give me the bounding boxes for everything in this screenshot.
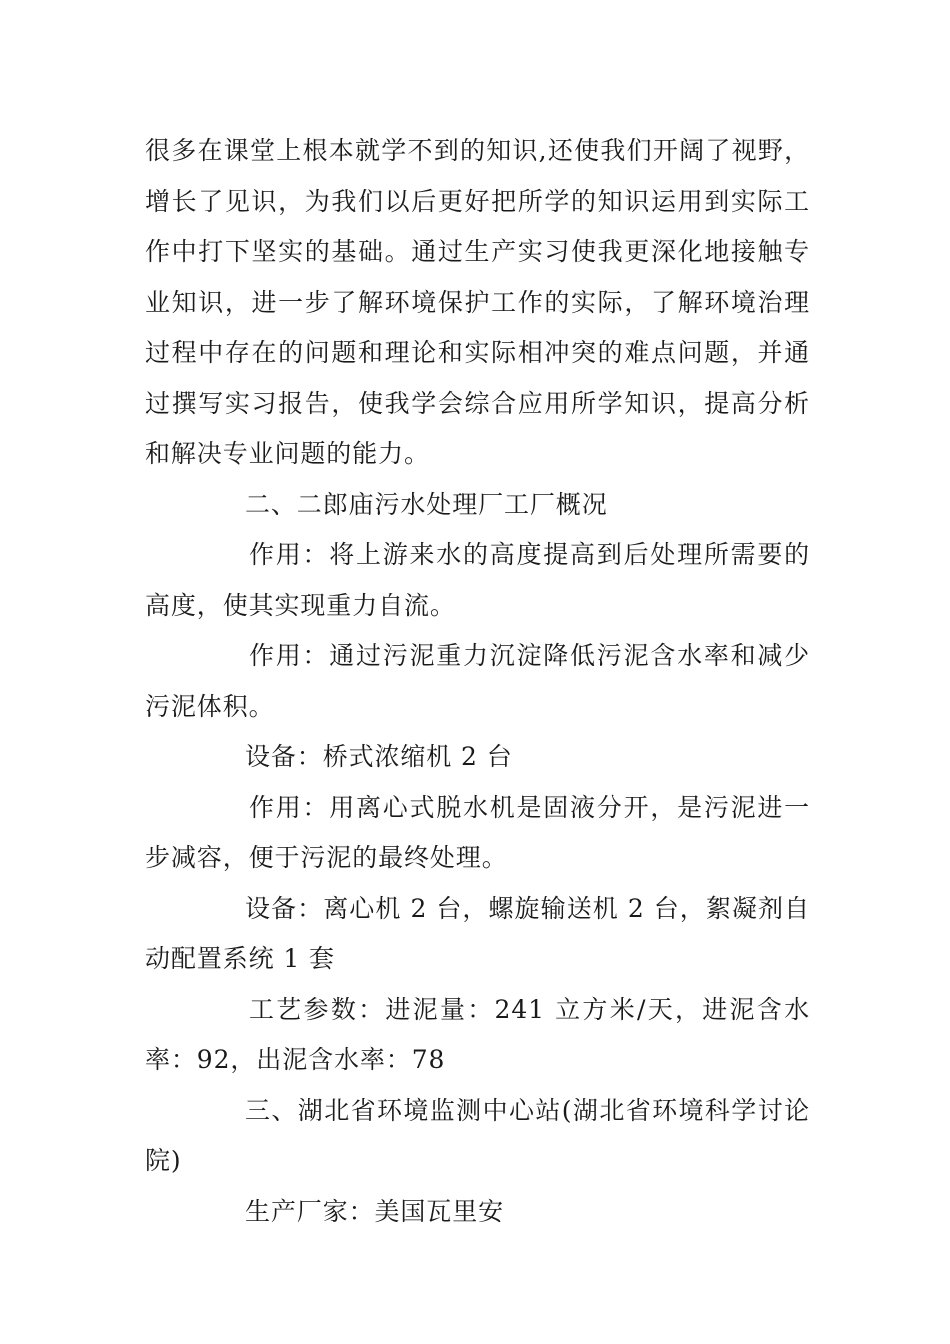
paragraph-manufacturer: 生产厂家：美国瓦里安: [245, 1196, 505, 1226]
paragraph-process-parameters: 工艺参数：进泥量：241 立方米/天，进泥含水率：92，出泥含水率：78: [145, 994, 810, 1074]
paragraph-intro: 很多在课堂上根本就学不到的知识,还使我们开阔了视野，增长了见识，为我们以后更好把所学的知识运用到实际工作中打下坚实的基础。通过生产实习使我更深化地接触专业知识，进一步了解环境保护工作的实际，了解环境治理过程中存在的问题和理论和实际相冲突的难点问题，并通过撰写实习报告，使我学会综合应用所学知识，提高分析和解决专业问题的能力。: [145, 136, 810, 468]
paragraph-function-dewatering: 作用：用离心式脱水机是固液分开，是污泥进一步减容，便于污泥的最终处理。: [145, 792, 810, 872]
section-heading-hubei-station: 三、湖北省环境监测中心站(湖北省环境科学讨论院): [145, 1095, 810, 1175]
section-heading-erlangmiao: 二、二郎庙污水处理厂工厂概况: [245, 489, 608, 519]
paragraph-equipment-centrifuge: 设备：离心机 2 台，螺旋输送机 2 台，絮凝剂自动配置系统 1 套: [145, 893, 810, 973]
paragraph-function-lift: 作用：将上游来水的高度提高到后处理所需要的高度，使其实现重力自流。: [145, 540, 810, 620]
paragraph-equipment-thickener: 设备：桥式浓缩机 2 台: [245, 742, 513, 771]
paragraph-function-thickening: 作用：通过污泥重力沉淀降低污泥含水率和减少污泥体积。: [145, 641, 810, 721]
document-body: [145, 126, 810, 1237]
